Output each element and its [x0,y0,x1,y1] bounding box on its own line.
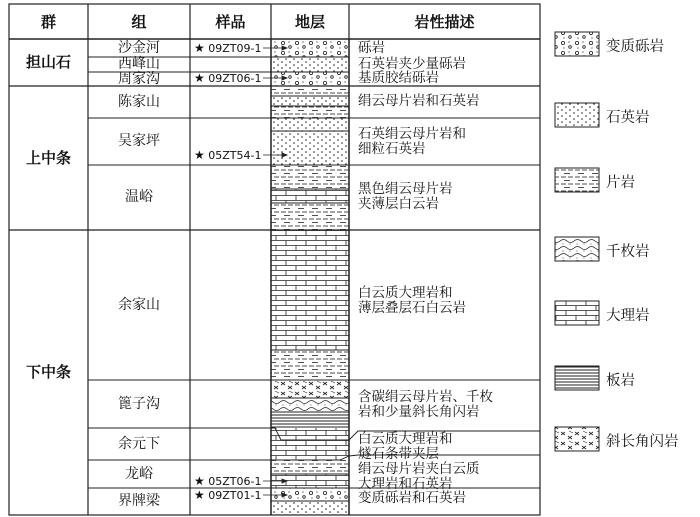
star-icon: ★ [194,71,205,85]
formation-name: 温峪 [125,189,153,205]
header-strata: 地层 [294,12,325,31]
formation-name: 西峰山 [118,56,160,72]
sample-label: ★ 09ZT06-1 [194,71,262,85]
star-icon: ★ [194,148,205,162]
legend-label-slate: 板岩 [606,373,635,389]
lithology-text: 石英绢云母片岩和 细粒石英岩 [358,126,466,157]
formation-name: 陈家山 [118,93,160,110]
legend-swatches [555,32,599,451]
lithology-text: 黑色绢云母片岩 夹薄层白云岩 [358,181,453,212]
header-lithology: 岩性描述 [414,12,475,31]
lithology-text: 变质砾岩和石英岩 [358,490,466,506]
formation-name: 余元下 [118,435,160,452]
group-shangzhongtiao: 上中条 [25,148,71,167]
group-xiazhongtiao: 下中条 [25,363,71,381]
legend-label-phyllite: 千枚岩 [606,244,650,260]
lithology-text: 绢云母片岩夹白云质 大理岩和石英岩 [358,461,480,492]
legend-label-quartzite: 石英岩 [606,110,650,126]
formation-name: 篦子沟 [118,395,160,412]
legend-label-marble: 大理岩 [606,308,650,324]
group-danshanshi: 担山石 [25,53,71,71]
header-formation: 组 [131,12,147,31]
lithology-text: 含碳绢云母片岩、千枚 岩和少量斜长角闪岩 [358,389,493,420]
header-sample: 样品 [215,12,246,31]
lithology-text: 白云质大理岩和 薄层叠层石白云岩 [358,285,466,316]
formation-name: 沙金河 [118,39,160,56]
star-icon: ★ [194,488,205,502]
lithology-text: 白云质大理岩和 燧石条带夹层 [358,431,453,462]
lithology-text: 石英岩夹少量砾岩 [358,56,466,72]
formation-name: 界牌梁 [118,493,160,509]
formation-name: 周家沟 [118,70,160,87]
legend-label-amphibolite: 斜长角闪岩 [606,434,679,450]
sample-label: ★ 09ZT01-1 [194,488,262,502]
sample-label: ★ 05ZT54-1 [194,148,262,162]
header-group: 群 [40,12,56,31]
lithology-text: 砾岩 [358,40,385,56]
legend-label-conglomerate: 变质砾岩 [606,39,664,55]
lithology-text: 绢云母片岩和石英岩 [358,93,480,109]
formation-name: 吴家坪 [118,133,160,149]
formation-name: 余家山 [118,296,160,313]
star-icon: ★ [194,474,205,488]
sample-label: ★ 09ZT09-1 [194,41,262,55]
sample-label: ★ 05ZT06-1 [194,474,262,488]
formation-name: 龙峪 [125,465,153,482]
lithology-text: 基质胶结砾岩 [358,70,439,86]
legend-label-schist: 片岩 [606,175,635,191]
strata-column [271,39,349,515]
star-icon: ★ [194,41,205,55]
